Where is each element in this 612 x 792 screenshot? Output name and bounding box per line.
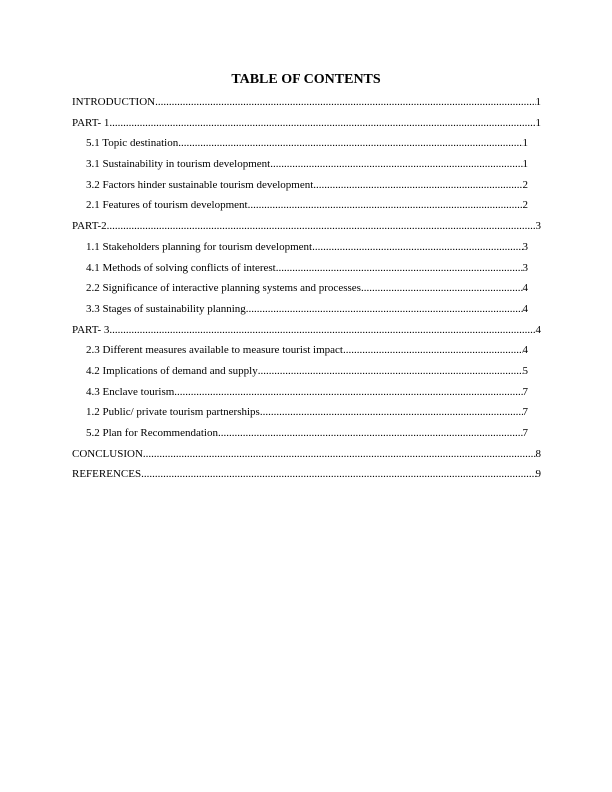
toc-entry-page: 7 (522, 406, 528, 419)
toc-entry-sustainability-in-tourism[interactable] (86, 156, 528, 177)
toc-entry-page: 7 (522, 427, 528, 439)
toc-entry-label: 5.2 Plan for Recommendation (86, 427, 218, 439)
toc-entry-stakeholders-planning[interactable] (86, 239, 528, 260)
toc-entry-page: 2 (522, 178, 528, 191)
toc-entry-page: 8 (535, 447, 541, 460)
toc-entry-part-2[interactable] (72, 218, 541, 239)
toc-entry-label: 5.1 Topic destination (86, 137, 179, 150)
toc-dot-leader (248, 197, 523, 213)
toc-entry-interactive-planning[interactable] (86, 280, 528, 301)
toc-entry-page: 4 (535, 323, 541, 336)
toc-entry-page: 4 (522, 302, 528, 315)
toc-dot-leader (246, 301, 523, 317)
toc-entry-stages-sustainability[interactable] (86, 301, 528, 322)
toc-entry-factors-hinder[interactable] (86, 177, 528, 198)
toc-dot-leader (361, 280, 523, 296)
toc-entry-public-private-partnerships[interactable] (86, 404, 528, 425)
toc-entry-label: PART- 1 (72, 116, 110, 129)
toc-dot-leader (141, 466, 535, 482)
toc-dot-leader (109, 115, 535, 131)
toc-entry-enclave-tourism[interactable] (86, 384, 528, 405)
toc-dot-leader (258, 363, 523, 379)
toc-title: TABLE OF CONTENTS (231, 72, 381, 87)
toc-entry-label: PART- 3 (72, 323, 110, 336)
toc-dot-leader (174, 384, 522, 400)
toc-entry-page: 3 (522, 261, 528, 274)
toc-list (0, 94, 612, 487)
toc-entry-label: 3.1 Sustainability in tourism development (86, 158, 271, 171)
toc-dot-leader (260, 404, 523, 420)
toc-entry-label: INTRODUCTION (72, 96, 156, 108)
toc-entry-methods-solving-conflicts[interactable] (86, 260, 528, 281)
toc-entry-references[interactable] (72, 466, 541, 487)
toc-entry-page: 9 (535, 468, 541, 481)
toc-entry-measures-tourist-impact[interactable] (86, 342, 528, 363)
toc-entry-page: 1 (535, 116, 541, 129)
toc-entry-label: 2.1 Features of tourism development (86, 199, 248, 212)
toc-dot-leader (313, 177, 522, 193)
toc-entry-page: 3 (522, 240, 528, 253)
toc-entry-conclusion[interactable] (72, 446, 541, 467)
toc-entry-page: 5 (522, 364, 528, 377)
toc-entry-topic-destination[interactable] (86, 135, 528, 156)
toc-entry-label: 4.3 Enclave tourism (86, 385, 175, 398)
toc-dot-leader (143, 446, 536, 462)
toc-entry-label: 1.1 Stakeholders planning for tourism development (86, 240, 313, 253)
toc-entry-label: PART-2 (72, 220, 107, 233)
toc-entry-page: 4 (522, 282, 528, 295)
toc-entry-page: 4 (522, 344, 528, 357)
toc-entry-page: 1 (522, 158, 528, 171)
toc-entry-features-of-tourism[interactable] (86, 197, 528, 218)
toc-entry-label: REFERENCES (72, 468, 142, 481)
toc-entry-label: 2.2 Significance of interactive planning systems and processes (86, 282, 361, 295)
toc-entry-label: 3.2 Factors hinder sustainable tourism development (86, 178, 314, 191)
toc-dot-leader (276, 260, 523, 276)
toc-entry-label: 1.2 Public/ private tourism partnerships (86, 406, 260, 419)
toc-entry-label: 4.1 Methods of solving conflicts of interest (86, 261, 276, 274)
toc-entry-page: 1 (535, 96, 541, 108)
toc-entry-label: 4.2 Implications of demand and supply (86, 364, 258, 377)
toc-entry-plan-recommendation[interactable] (86, 425, 528, 446)
toc-entry-demand-supply[interactable] (86, 363, 528, 384)
toc-entry-page: 7 (522, 385, 528, 398)
toc-dot-leader (178, 135, 522, 151)
toc-dot-leader (218, 425, 523, 441)
toc-entry-part-1[interactable] (72, 115, 541, 136)
toc-entry-page: 3 (535, 220, 541, 233)
toc-dot-leader (107, 218, 536, 234)
toc-entry-introduction[interactable] (72, 94, 541, 115)
toc-dot-leader (312, 239, 522, 255)
toc-entry-label: CONCLUSION (72, 447, 143, 460)
toc-dot-leader (270, 156, 522, 172)
toc-entry-page: 2 (522, 199, 528, 212)
toc-entry-label: 3.3 Stages of sustainability planning (86, 302, 246, 315)
toc-dot-leader (343, 342, 523, 358)
toc-entry-label: 2.3 Different measures available to measure tourist impact (86, 344, 343, 357)
toc-entry-page: 1 (522, 137, 528, 150)
toc-dot-leader (109, 322, 535, 338)
toc-entry-part-3[interactable] (72, 322, 541, 343)
toc-dot-leader (155, 94, 535, 110)
